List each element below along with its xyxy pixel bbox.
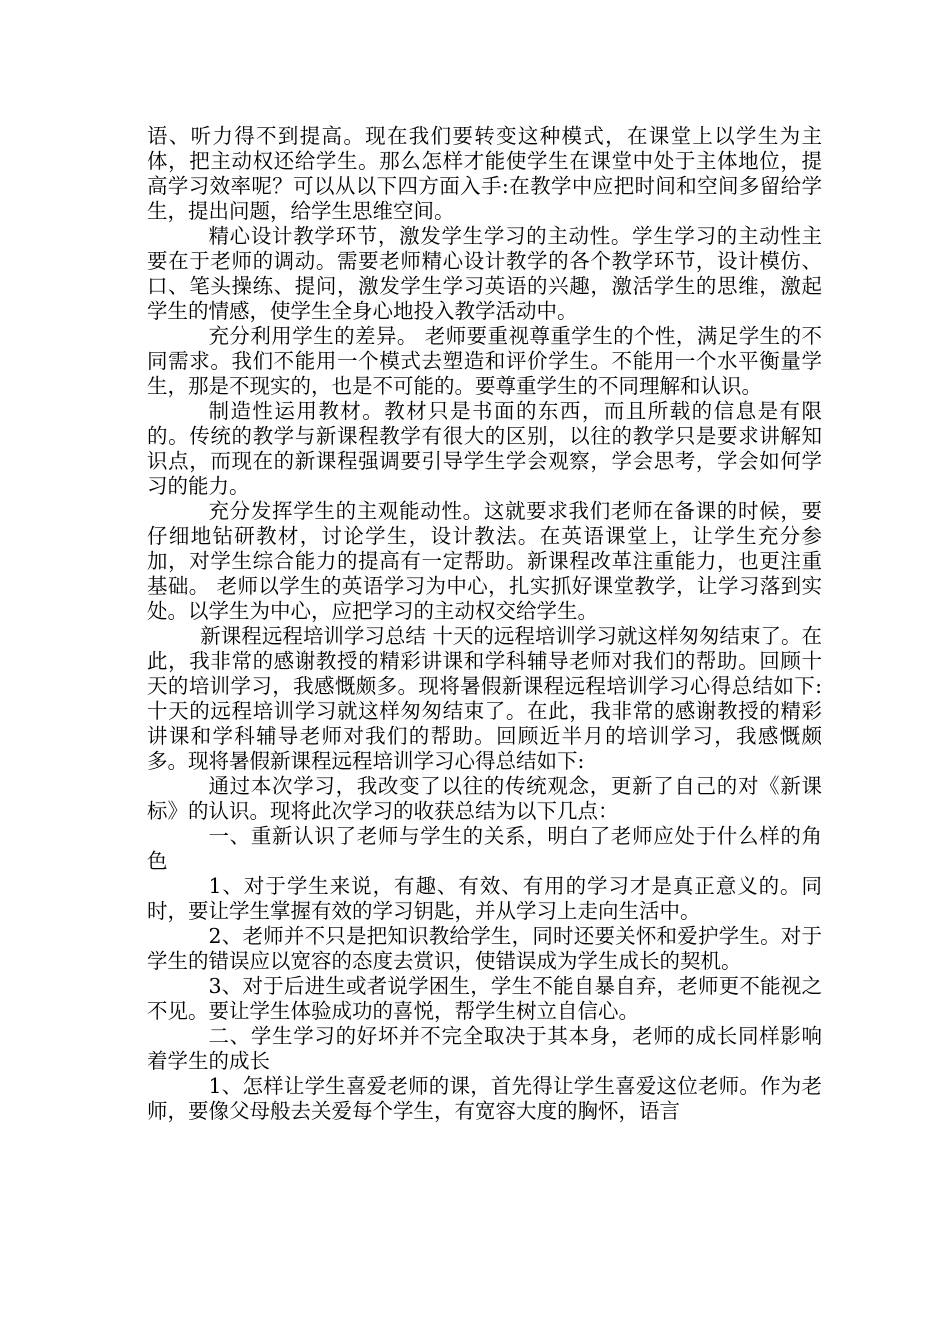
paragraph-5: 充分发挥学生的主观能动性。这就要求我们老师在备课的时候，要仔细地钻研教材，讨论学生，设计教法。在英语课堂上，让学生充分参加，对学生综合能力的提高有一定帮助。新课程改革注重能力，也更注重基础。 老师以学生的英语学习为中心，扎实抓好课堂教学，让学习落到实处。以学生为中心，应把学习的主动权交给学生。	[147, 499, 822, 623]
paragraph-3: 充分利用学生的差异。 老师要重视尊重学生的个性，满足学生的不同需求。我们不能用一个模式去塑造和评价学生。不能用一个水平衡量学生，那是不现实的，也是不可能的。要尊重学生的不同理解和认识。	[147, 324, 822, 398]
paragraph-1: 语、听力得不到提高。现在我们要转变这种模式，在课堂上以学生为主体，把主动权还给学生。那么怎样才能使学生在课堂中处于主体地位，提高学习效率呢？可以从以下四方面入手:在教学中应把时间和空间多留给学生，提出问题，给学生思维空间。	[147, 124, 822, 223]
paragraph-6: 新课程远程培训学习总结 十天的远程培训学习就这样匆匆结束了。在此，我非常的感谢教授的精彩讲课和学科辅导老师对我们的帮助。回顾十天的培训学习，我感慨颇多。现将暑假新课程远程培训学习心得总结如下:十天的远程培训学习就这样匆匆结束了。在此，我非常的感谢教授的精彩讲课和学科辅导老师对我们的帮助。回顾近半月的培训学习，我感慨颇多。现将暑假新课程远程培训学习心得总结如下:	[147, 624, 822, 773]
list-item-4: 1、怎样让学生喜爱老师的课，首先得让学生喜爱这位老师。作为老师，要像父母般去关爱每个学生，有宽容大度的胸怀，语言	[147, 1074, 822, 1123]
document-page	[147, 124, 822, 1124]
list-item-1: 1、对于学生来说，有趣、有效、有用的学习才是真正意义的。同时，要让学生掌握有效的学习钥匙，并从学习上走向生活中。	[147, 874, 822, 923]
paragraph-4: 制造性运用教材。教材只是书面的东西，而且所载的信息是有限的。传统的教学与新课程教学有很大的区别，以往的教学只是要求讲解知识点，而现在的新课程强调要引导学生学会观察，学会思考，学会如何学习的能力。	[147, 399, 822, 498]
list-item-2: 2、老师并不只是把知识教给学生，同时还要关怀和爱护学生。对于学生的错误应以宽容的态度去赏识，使错误成为学生成长的契机。	[147, 924, 822, 973]
paragraph-7: 通过本次学习，我改变了以往的传统观念，更新了自己的对《新课标》的认识。现将此次学习的收获总结为以下几点：	[147, 774, 822, 823]
list-item-3: 3、对于后进生或者说学困生，学生不能自暴自弃，老师更不能视之不见。要让学生体验成功的喜悦，帮学生树立自信心。	[147, 974, 822, 1023]
paragraph-2: 精心设计教学环节，激发学生学习的主动性。学生学习的主动性主要在于老师的调动。需要老师精心设计教学的各个教学环节，设计模仿、口、笔头操练、提问，激发学生学习英语的兴趣，激活学生的思维，激起学生的情感，使学生全身心地投入教学活动中。	[147, 224, 822, 323]
section-heading-2: 二、学生学习的好坏并不完全取决于其本身，老师的成长同样影响着学生的成长	[147, 1024, 822, 1073]
section-heading-1: 一、重新认识了老师与学生的关系，明白了老师应处于什么样的角色	[147, 824, 822, 873]
